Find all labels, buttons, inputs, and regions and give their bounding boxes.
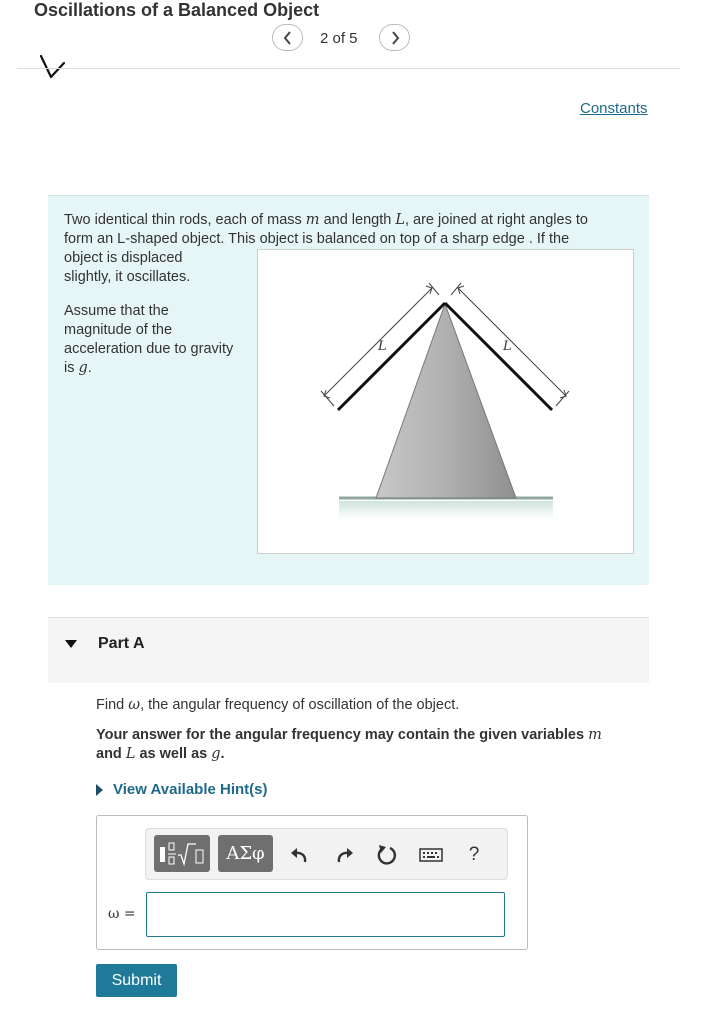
view-hints-link[interactable]: [95, 781, 268, 798]
answer-instructions: Your answer for the angular frequency may contain the given variables m and L as well as g.: [96, 727, 602, 762]
templates-button[interactable]: [154, 835, 210, 872]
symbols-button[interactable]: ΑΣφ: [218, 835, 273, 872]
reset-icon: [376, 844, 398, 866]
chevron-left-icon: [283, 31, 293, 45]
keyboard-button[interactable]: [418, 843, 444, 867]
keyboard-icon: [419, 847, 443, 863]
gravity-text: Assume that the magnitude of the acceleration due to gravity is g.: [64, 303, 234, 376]
problem-figure: [257, 249, 634, 554]
omega-label: ω =: [108, 906, 136, 922]
problem-line: slightly, it oscillates.: [64, 269, 191, 285]
fraction-sqrt-template-icon: [157, 840, 207, 868]
page-title: Oscillations of a Balanced Object: [34, 0, 320, 20]
ground-shadow: [339, 501, 553, 519]
label-left-L: L: [378, 339, 387, 354]
dimension-right: [458, 288, 566, 396]
label-right-L: L: [503, 339, 512, 354]
undo-button[interactable]: [287, 843, 311, 867]
header-divider: [17, 68, 680, 69]
chevron-right-icon: [390, 31, 400, 45]
previous-button[interactable]: [272, 24, 303, 51]
problem-line: form an L-shaped object. This object is balanced on top of a sharp edge . If the: [64, 231, 570, 247]
caret-right-icon: [95, 784, 104, 796]
hint-label: View Available Hint(s): [113, 781, 268, 798]
question-text: Find ω, the angular frequency of oscillation of the object.: [96, 697, 460, 713]
part-a-label: Part A: [98, 635, 145, 652]
balanced-l-object-diagram: [258, 250, 633, 553]
undo-icon: [289, 846, 309, 864]
submit-button[interactable]: Submit: [96, 964, 177, 997]
help-button[interactable]: ?: [468, 844, 480, 865]
item-counter: 2 of 5: [320, 30, 358, 47]
redo-icon: [335, 846, 355, 864]
constants-link[interactable]: Constants: [580, 100, 648, 117]
problem-line: object is displaced: [64, 250, 183, 266]
reset-button[interactable]: [375, 843, 399, 867]
checkmark-icon: [38, 53, 68, 81]
answer-input[interactable]: [146, 892, 505, 937]
triangle-support: [376, 304, 516, 498]
problem-line: Two identical thin rods, each of mass m and length L, are joined at right angles to: [64, 212, 588, 228]
next-button[interactable]: [379, 24, 410, 51]
caret-down-icon[interactable]: [64, 639, 78, 649]
redo-button[interactable]: [333, 843, 357, 867]
